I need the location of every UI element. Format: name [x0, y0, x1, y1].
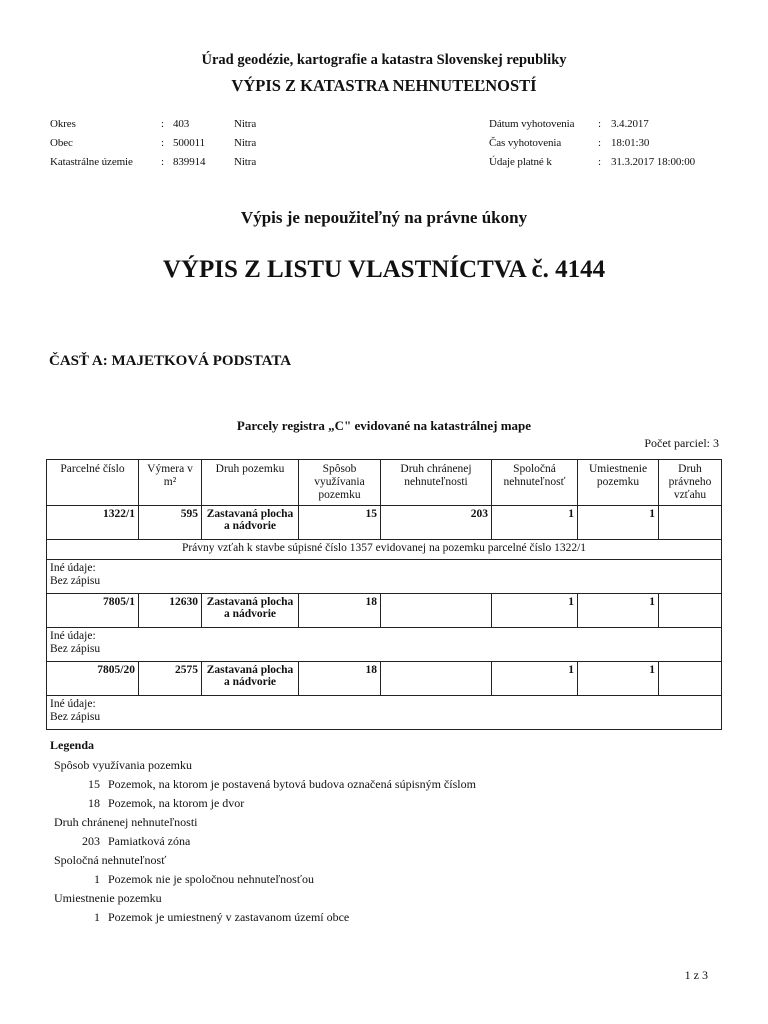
parcel-usage: 18	[299, 662, 381, 696]
meta-date-label: Dátum vyhotovenia	[489, 118, 575, 130]
table-other-row	[47, 560, 722, 594]
other-data	[47, 628, 722, 662]
col-header: Umiestnenie pozemku	[578, 460, 659, 506]
parcel-number: 7805/20	[47, 662, 139, 696]
legend-text: Pamiatková zóna	[108, 834, 191, 848]
table-note-row	[47, 540, 722, 560]
page-number: 1 z 3	[684, 968, 708, 982]
parcel-number: 7805/1	[47, 594, 139, 628]
parcel-type-line1: Zastavaná plocha	[206, 508, 294, 520]
col-header: Výmera v m²	[139, 460, 202, 506]
parcel-area: 595	[139, 506, 202, 540]
parcel-protected	[381, 662, 492, 696]
parcel-type	[202, 594, 299, 628]
parcel-common: 1	[492, 506, 578, 540]
table-row	[47, 594, 722, 628]
meta-valid-value: 31.3.2017 18:00:00	[611, 156, 696, 168]
parcel-area: 2575	[139, 662, 202, 696]
other-value: Bez zápisu	[50, 643, 101, 655]
table-row	[47, 662, 722, 696]
meta-okres-label: Okres	[50, 118, 76, 130]
legend-title: Legenda	[50, 738, 95, 752]
parcel-count: Počet parciel: 3	[644, 436, 719, 450]
other-data	[47, 560, 722, 594]
meta-okres-code: 403	[173, 118, 190, 130]
table-title: Parcely registra „C" evidované na katastrálnej mape	[236, 418, 532, 433]
other-label: Iné údaje:	[50, 698, 96, 710]
legend-code: 1	[94, 872, 100, 886]
other-label: Iné údaje:	[50, 562, 96, 574]
meta-sep: :	[161, 118, 164, 130]
parcel-type-line1: Zastavaná plocha	[206, 596, 294, 608]
meta-date-value: 3.4.2017	[611, 118, 649, 130]
legend-code: 1	[94, 910, 100, 924]
parcel-legal	[659, 506, 722, 540]
legend-code: 18	[88, 796, 100, 810]
legend-item	[77, 910, 700, 925]
meta-sep: :	[161, 137, 164, 149]
legend-group-name: Umiestnenie pozemku	[54, 891, 162, 905]
section-heading: ČASŤ A: MAJETKOVÁ PODSTATA	[49, 353, 292, 369]
meta-sep: :	[598, 118, 601, 130]
parcels-table	[46, 459, 722, 730]
meta-time-value: 18:01:30	[611, 137, 650, 149]
parcel-protected: 203	[381, 506, 492, 540]
legend-text: Pozemok je umiestnený v zastavanom území obce	[108, 910, 350, 924]
other-value: Bez zápisu	[50, 575, 101, 587]
document-title: VÝPIS Z KATASTRA NEHNUTEĽNOSTÍ	[231, 76, 537, 95]
parcel-usage: 15	[299, 506, 381, 540]
parcel-area: 12630	[139, 594, 202, 628]
parcel-common: 1	[492, 662, 578, 696]
legend-group-name: Druh chránenej nehnuteľnosti	[54, 815, 198, 829]
legend-group-name: Spôsob využívania pozemku	[54, 758, 192, 772]
legend-text: Pozemok, na ktorom je postavená bytová budova označená súpisným číslom	[108, 777, 476, 791]
meta-obec-label: Obec	[50, 137, 73, 149]
parcel-protected	[381, 594, 492, 628]
parcel-usage: 18	[299, 594, 381, 628]
parcel-location: 1	[578, 594, 659, 628]
col-header: Druh chránenej nehnuteľnosti	[381, 460, 492, 506]
legend-item	[77, 777, 700, 792]
meta-ku-label: Katastrálne územie	[50, 156, 133, 168]
legend	[50, 738, 700, 929]
meta-ku-code: 839914	[173, 156, 206, 168]
lv-title: VÝPIS Z LISTU VLASTNÍCTVA č. 4144	[162, 256, 606, 283]
table-header-row	[47, 460, 722, 506]
col-header: Parcelné číslo	[47, 460, 139, 506]
meta-sep: :	[161, 156, 164, 168]
table-row	[47, 506, 722, 540]
parcel-type-line2: a nádvorie	[223, 608, 277, 620]
table-other-row	[47, 696, 722, 730]
table-other-row	[47, 628, 722, 662]
legend-item	[77, 834, 700, 849]
meta-time-label: Čas vyhotovenia	[489, 137, 562, 149]
parcel-type	[202, 506, 299, 540]
parcel-location: 1	[578, 662, 659, 696]
parcel-common: 1	[492, 594, 578, 628]
legend-item	[77, 872, 700, 887]
parcel-number: 1322/1	[47, 506, 139, 540]
col-header: Druh pozemku	[202, 460, 299, 506]
legend-text: Pozemok nie je spoločnou nehnuteľnosťou	[108, 872, 314, 886]
parcel-legal	[659, 594, 722, 628]
office-name: Úrad geodézie, kartografie a katastra Slovenskej republiky	[201, 52, 567, 68]
parcel-legal	[659, 662, 722, 696]
meta-sep: :	[598, 156, 601, 168]
other-value: Bez zápisu	[50, 711, 101, 723]
col-header: Spôsob využívania pozemku	[299, 460, 381, 506]
meta-okres-name: Nitra	[234, 118, 257, 130]
col-header: Spoločná nehnuteľnosť	[492, 460, 578, 506]
parcel-note: Právny vzťah k stavbe súpisné číslo 1357 evidovanej na pozemku parcelné číslo 1322/1	[47, 540, 722, 560]
parcel-type-line1: Zastavaná plocha	[206, 664, 294, 676]
meta-valid-label: Údaje platné k	[489, 156, 552, 168]
other-data	[47, 696, 722, 730]
meta-obec-name: Nitra	[234, 137, 257, 149]
parcel-type-line2: a nádvorie	[223, 676, 277, 688]
parcel-type	[202, 662, 299, 696]
meta-sep: :	[598, 137, 601, 149]
legend-code: 203	[82, 834, 100, 848]
other-label: Iné údaje:	[50, 630, 96, 642]
meta-obec-code: 500011	[173, 137, 205, 149]
parcel-location: 1	[578, 506, 659, 540]
parcel-type-line2: a nádvorie	[223, 520, 277, 532]
legend-text: Pozemok, na ktorom je dvor	[108, 796, 245, 810]
warning-text: Výpis je nepoužiteľný na právne úkony	[240, 208, 528, 227]
legend-item	[77, 796, 700, 811]
legend-group-name: Spoločná nehnuteľnosť	[54, 853, 167, 867]
legend-code: 15	[88, 777, 100, 791]
col-header: Druh právneho vzťahu	[659, 460, 722, 506]
meta-ku-name: Nitra	[234, 156, 257, 168]
